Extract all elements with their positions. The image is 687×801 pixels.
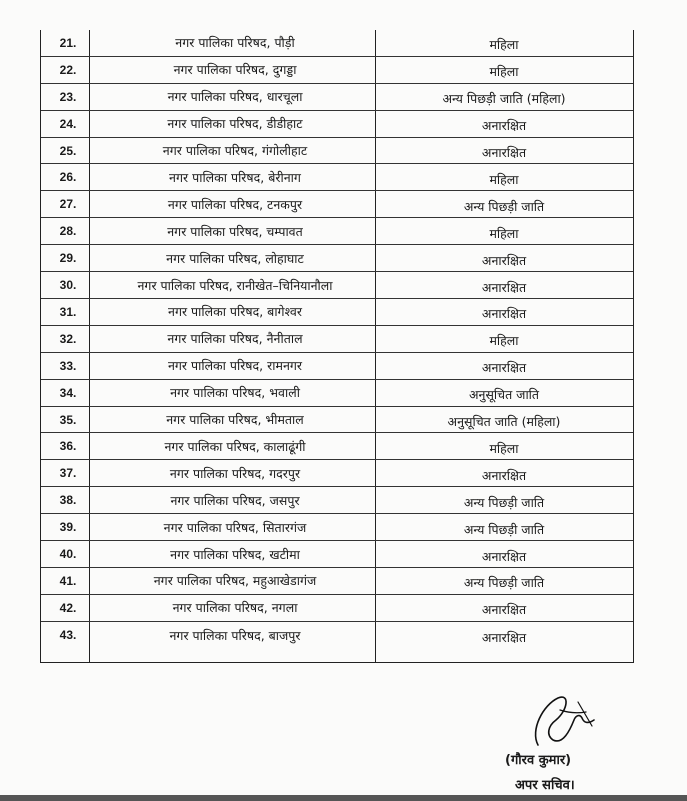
- reservation-category: अन्य पिछड़ी जाति: [463, 494, 545, 510]
- serial-number: 42.: [59, 600, 77, 615]
- table-row: [41, 245, 633, 272]
- reservation-category: महिला: [489, 171, 519, 187]
- reservation-category: अनारक्षित: [481, 602, 527, 618]
- table-row: [41, 514, 633, 541]
- municipality-name: नगर पालिका परिषद, रानीखेत–चिनियानौला: [137, 277, 333, 293]
- serial-number: 30.: [59, 278, 77, 293]
- reservation-category: महिला: [489, 37, 519, 53]
- municipality-name: नगर पालिका परिषद, नगला: [172, 600, 298, 616]
- serial-number: 24.: [59, 116, 77, 131]
- municipality-name: नगर पालिका परिषद, चम्पावत: [167, 223, 303, 239]
- reservation-category: अनारक्षित: [481, 360, 527, 376]
- municipality-name: नगर पालिका परिषद, भीमताल: [166, 412, 304, 428]
- serial-number: 41.: [59, 573, 77, 588]
- serial-number: 39.: [59, 520, 77, 535]
- table-row: [41, 541, 633, 568]
- reservation-category: अनारक्षित: [481, 279, 527, 295]
- serial-number: 28.: [59, 224, 77, 239]
- municipality-name: नगर पालिका परिषद, धारचूला: [167, 89, 303, 105]
- reservation-category: अनारक्षित: [481, 118, 527, 134]
- reservation-category: अन्य पिछड़ी जाति (महिला): [442, 91, 566, 107]
- table-row: [41, 407, 633, 434]
- table-row: [41, 299, 633, 326]
- table-row: [41, 353, 633, 380]
- municipality-name: नगर पालिका परिषद, जसपुर: [170, 492, 300, 508]
- reservation-category: महिला: [489, 440, 519, 456]
- table-row: [41, 380, 633, 407]
- serial-number: 40.: [59, 547, 77, 562]
- scan-edge-bar: [0, 795, 687, 801]
- municipality-name: नगर पालिका परिषद, खटीमा: [170, 546, 300, 562]
- reservation-category: अनारक्षित: [481, 306, 527, 322]
- reservation-category: अन्य पिछड़ी जाति: [463, 575, 545, 591]
- signatory-name: (गौरव कुमार): [505, 753, 572, 768]
- table-row: [41, 84, 633, 111]
- municipality-name: नगर पालिका परिषद, नैनीताल: [167, 331, 303, 347]
- serial-number: 29.: [59, 251, 77, 266]
- serial-number: 32.: [59, 331, 77, 346]
- reservation-category: अनारक्षित: [481, 467, 527, 483]
- reservation-category: अन्य पिछड़ी जाति: [463, 198, 545, 214]
- serial-number: 31.: [59, 304, 77, 319]
- table-row: [41, 191, 633, 218]
- table-row: [41, 165, 633, 192]
- reservation-category: अन्य पिछड़ी जाति: [463, 521, 545, 537]
- table-row: [41, 272, 633, 299]
- serial-number: 25.: [59, 143, 77, 158]
- table-row: [41, 622, 633, 649]
- serial-number: 34.: [59, 385, 77, 400]
- reservation-category: महिला: [489, 64, 519, 80]
- table-row: [41, 487, 633, 514]
- table-row: [41, 30, 633, 57]
- municipality-name: नगर पालिका परिषद, भवाली: [170, 385, 300, 401]
- serial-number: 43.: [59, 628, 77, 643]
- municipality-name: नगर पालिका परिषद, दुगड्डा: [173, 62, 297, 78]
- table-row: [41, 111, 633, 138]
- municipality-name: नगर पालिका परिषद, बेरीनाग: [169, 169, 301, 185]
- reservation-category: अनारक्षित: [481, 548, 527, 564]
- municipality-name: नगर पालिका परिषद, डीडीहाट: [167, 116, 303, 132]
- serial-number: 22.: [59, 62, 77, 77]
- reservation-category: महिला: [489, 225, 519, 241]
- serial-number: 26.: [59, 170, 77, 185]
- serial-number: 37.: [59, 466, 77, 481]
- serial-number: 35.: [59, 412, 77, 427]
- municipality-name: नगर पालिका परिषद, बागेश्वर: [168, 304, 302, 320]
- municipality-name: नगर पालिका परिषद, गदरपुर: [169, 465, 301, 481]
- reservation-category: अनुसूचित जाति (महिला): [447, 414, 561, 430]
- handwritten-signature: [508, 690, 608, 750]
- reservation-category: अनारक्षित: [481, 629, 527, 645]
- municipality-name: नगर पालिका परिषद, लोहाघाट: [166, 250, 304, 266]
- municipality-name: नगर पालिका परिषद, कालाढूंगी: [164, 438, 306, 454]
- serial-number: 21.: [59, 35, 77, 50]
- table-row: [41, 218, 633, 245]
- reservation-category: अनारक्षित: [481, 145, 527, 161]
- reservation-category: अनारक्षित: [481, 252, 527, 268]
- serial-number: 23.: [59, 89, 77, 104]
- table-row: [41, 138, 633, 165]
- reservation-category: अनुसूचित जाति: [468, 387, 540, 403]
- table-row: [41, 326, 633, 353]
- table-row: [41, 57, 633, 84]
- reservation-table: [40, 30, 634, 663]
- table-row: [41, 460, 633, 487]
- serial-number: 38.: [59, 493, 77, 508]
- municipality-name: नगर पालिका परिषद, पौड़ी: [175, 35, 295, 51]
- table-row: [41, 434, 633, 461]
- signatory-designation: अपर सचिव।: [515, 778, 575, 793]
- table-row: [41, 568, 633, 595]
- reservation-category: महिला: [489, 333, 519, 349]
- municipality-name: नगर पालिका परिषद, सितारगंज: [163, 519, 307, 535]
- serial-number: 27.: [59, 197, 77, 212]
- municipality-name: नगर पालिका परिषद, बाजपुर: [169, 627, 301, 643]
- serial-number: 33.: [59, 358, 77, 373]
- municipality-name: नगर पालिका परिषद, रामनगर: [167, 358, 303, 374]
- municipality-name: नगर पालिका परिषद, टनकपुर: [167, 196, 303, 212]
- serial-number: 36.: [59, 439, 77, 454]
- table-row: [41, 595, 633, 622]
- municipality-name: नगर पालिका परिषद, महुआखेडागंज: [153, 573, 317, 589]
- municipality-name: नगर पालिका परिषद, गंगोलीहाट: [162, 143, 308, 159]
